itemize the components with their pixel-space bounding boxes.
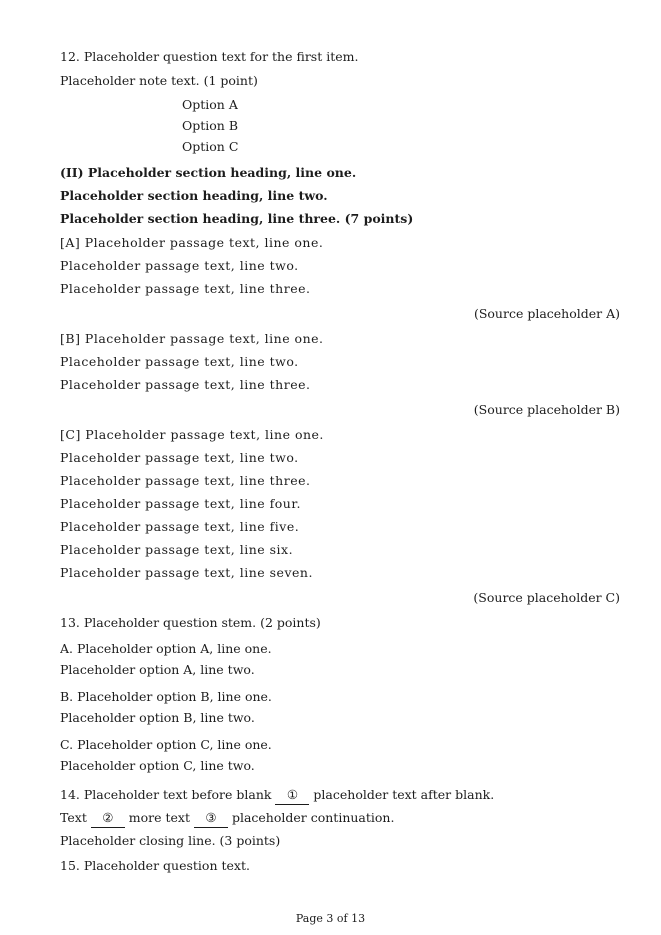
- q14-blank-1: ①: [275, 786, 309, 805]
- q14-line-1: [60, 786, 620, 805]
- q13-stem: 13. Placeholder question stem. (2 points): [60, 615, 321, 630]
- passage-a-line-2: Placeholder passage text, line two.: [60, 258, 299, 273]
- q12-option-1: Option A: [182, 97, 238, 112]
- passage-b-line-3: Placeholder passage text, line three.: [60, 377, 311, 392]
- q14-text-1b: placeholder text after blank.: [309, 787, 495, 802]
- q15-line-1: 15. Placeholder question text.: [60, 858, 250, 873]
- q12-line-2: Placeholder note text. (1 point): [60, 73, 258, 88]
- q14-text-2b: more text: [124, 810, 194, 825]
- passage-b-line-2: Placeholder passage text, line two.: [60, 354, 299, 369]
- q13-option-a-line-1: A. Placeholder option A, line one.: [60, 641, 272, 656]
- q14-text-2a: Text: [60, 810, 91, 825]
- passage-c-source: (Source placeholder C): [473, 590, 620, 605]
- section-2-heading-3: Placeholder section heading, line three. (7 points): [60, 211, 414, 226]
- q14-blank-3: ③: [194, 809, 228, 828]
- q13-option-c-line-1: C. Placeholder option C, line one.: [60, 737, 272, 752]
- passage-b-line-1: [B] Placeholder passage text, line one.: [60, 331, 324, 346]
- q13-option-b-line-1: B. Placeholder option B, line one.: [60, 689, 272, 704]
- q14-text-2c: placeholder continuation.: [227, 810, 395, 825]
- q12-line-1: 12. Placeholder question text for the first item.: [60, 49, 359, 64]
- passage-a-line-3: Placeholder passage text, line three.: [60, 281, 311, 296]
- page-footer: Page 3 of 13: [295, 912, 366, 925]
- q14-blank-2: ②: [91, 809, 125, 828]
- q13-option-a-line-2: Placeholder option A, line two.: [60, 662, 255, 677]
- passage-c-line-3: Placeholder passage text, line three.: [60, 473, 311, 488]
- q14-text-1a: 14. Placeholder text before blank: [60, 787, 276, 802]
- section-2-heading-2: Placeholder section heading, line two.: [60, 188, 328, 203]
- q12-option-3: Option C: [182, 139, 239, 154]
- q14-line-3: Placeholder closing line. (3 points): [60, 833, 281, 848]
- q14-line-2: [60, 809, 620, 828]
- passage-c-line-4: Placeholder passage text, line four.: [60, 496, 301, 511]
- passage-c-line-1: [C] Placeholder passage text, line one.: [60, 427, 324, 442]
- passage-c-line-5: Placeholder passage text, line five.: [60, 519, 300, 534]
- q13-option-c-line-2: Placeholder option C, line two.: [60, 758, 255, 773]
- passage-b-source: (Source placeholder B): [473, 402, 620, 417]
- q12-option-2: Option B: [182, 118, 239, 133]
- passage-c-line-6: Placeholder passage text, line six.: [60, 542, 294, 557]
- q13-option-b-line-2: Placeholder option B, line two.: [60, 710, 255, 725]
- passage-c-line-7: Placeholder passage text, line seven.: [60, 565, 313, 580]
- passage-a-line-1: [A] Placeholder passage text, line one.: [60, 235, 324, 250]
- passage-a-source: (Source placeholder A): [473, 306, 620, 321]
- passage-c-line-2: Placeholder passage text, line two.: [60, 450, 299, 465]
- section-2-heading-1: (II) Placeholder section heading, line one.: [60, 165, 357, 180]
